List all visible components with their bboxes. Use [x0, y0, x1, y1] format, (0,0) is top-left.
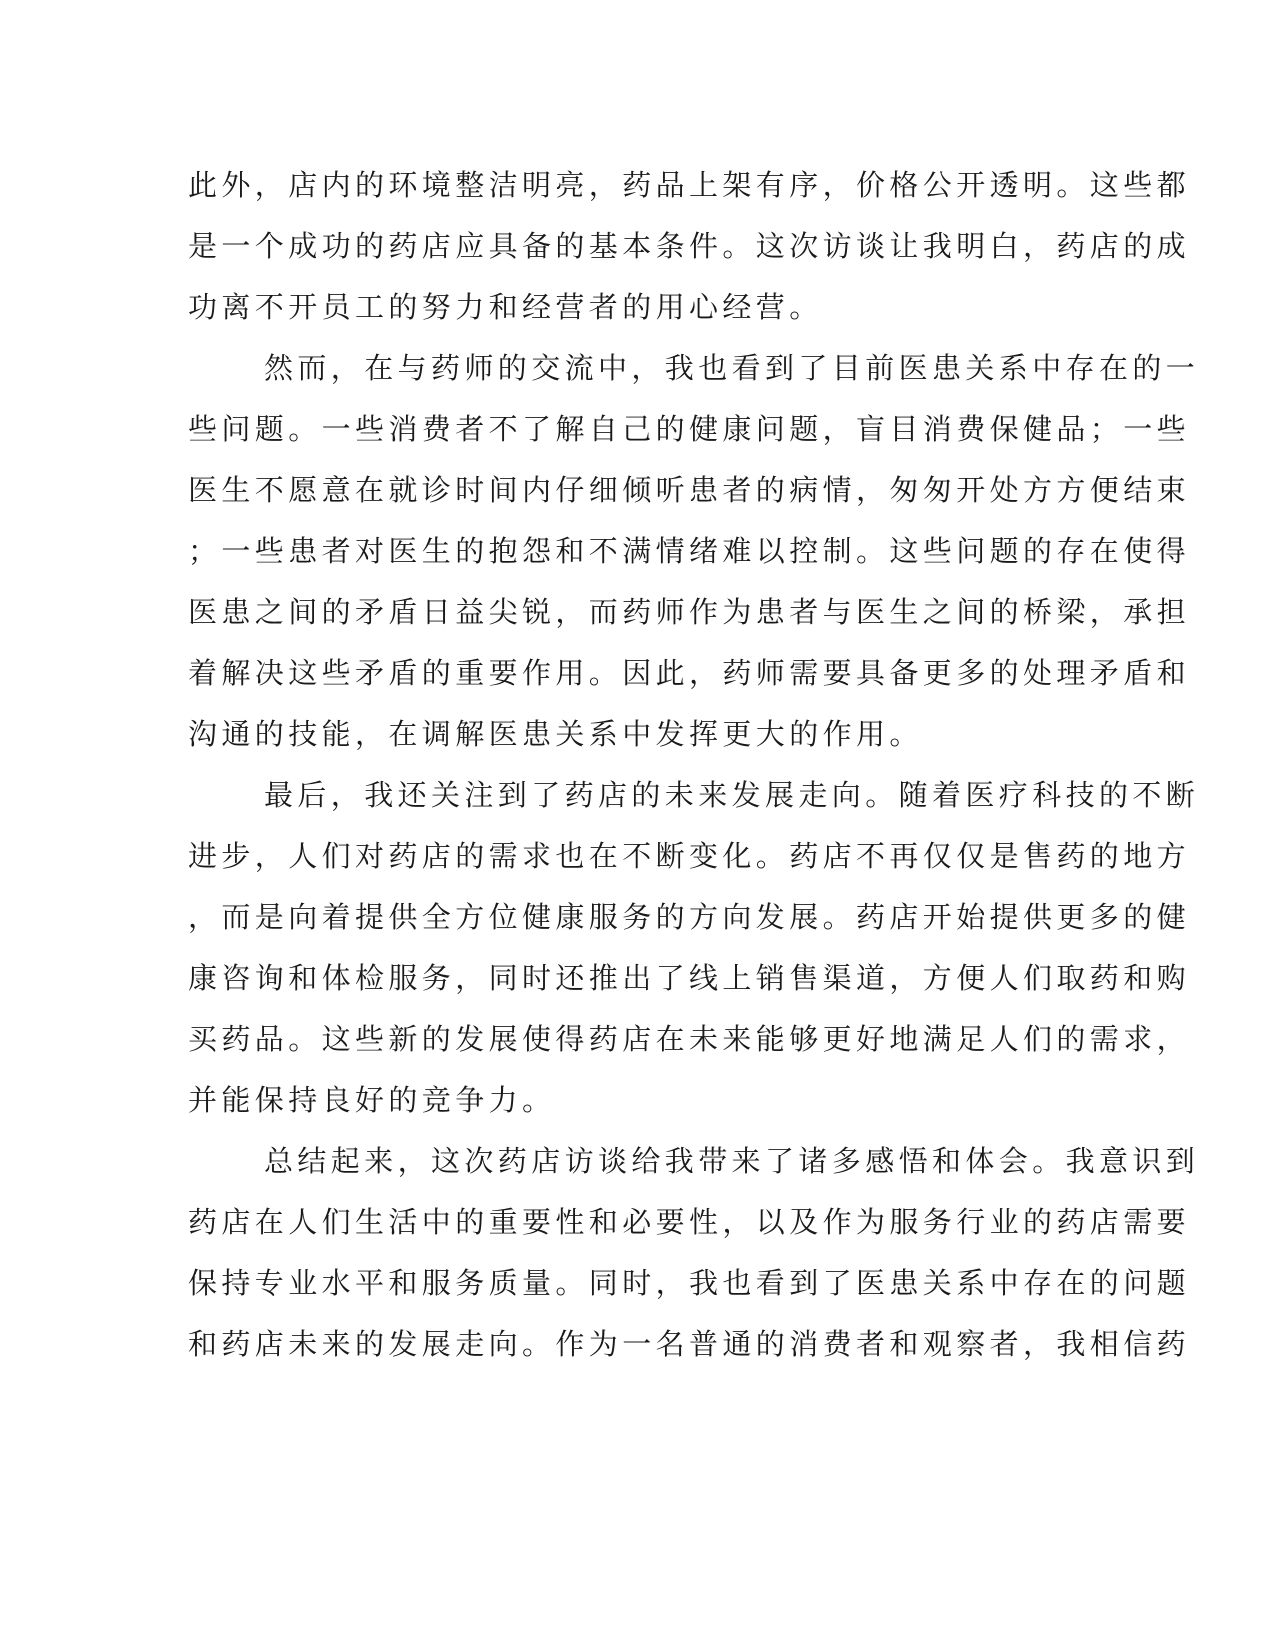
text-line: 进步，人们对药店的需求也在不断变化。药店不再仅仅是售药的地方	[188, 839, 1191, 873]
text-line: 买药品。这些新的发展使得药店在未来能够更好地满足人们的需求，	[188, 1022, 1191, 1056]
paragraph-start-line: 总结起来，这次药店访谈给我带来了诸多感悟和体会。我意识到	[264, 1144, 1200, 1178]
text-line: 医生不愿意在就诊时间内仔细倾听患者的病情，匆匆开处方方便结束	[188, 473, 1191, 507]
text-line: 医患之间的矛盾日益尖锐，而药师作为患者与医生之间的桥梁，承担	[188, 595, 1191, 629]
paragraph-start-line: 最后，我还关注到了药店的未来发展走向。随着医疗科技的不断	[264, 778, 1200, 812]
text-line: 保持专业水平和服务质量。同时，我也看到了医患关系中存在的问题	[188, 1266, 1191, 1300]
text-line: 是一个成功的药店应具备的基本条件。这次访谈让我明白，药店的成	[188, 229, 1191, 263]
text-line: ，而是向着提供全方位健康服务的方向发展。药店开始提供更多的健	[188, 900, 1191, 934]
document-page	[188, 155, 1200, 1375]
text-line: 此外，店内的环境整洁明亮，药品上架有序，价格公开透明。这些都	[188, 168, 1191, 202]
text-line: 功离不开员工的努力和经营者的用心经营。	[188, 290, 823, 324]
text-line: 康咨询和体检服务，同时还推出了线上销售渠道，方便人们取药和购	[188, 961, 1191, 995]
text-line: 沟通的技能，在调解医患关系中发挥更大的作用。	[188, 717, 923, 751]
text-line: 药店在人们生活中的重要性和必要性，以及作为服务行业的药店需要	[188, 1205, 1191, 1239]
text-line: 并能保持良好的竞争力。	[188, 1083, 556, 1117]
text-line: 和药店未来的发展走向。作为一名普通的消费者和观察者，我相信药	[188, 1327, 1191, 1361]
text-line: ；一些患者对医生的抱怨和不满情绪难以控制。这些问题的存在使得	[188, 534, 1191, 568]
text-line: 些问题。一些消费者不了解自己的健康问题，盲目消费保健品；一些	[188, 412, 1191, 446]
paragraph-start-line: 然而，在与药师的交流中，我也看到了目前医患关系中存在的一	[264, 351, 1200, 385]
text-line: 着解决这些矛盾的重要作用。因此，药师需要具备更多的处理矛盾和	[188, 656, 1191, 690]
